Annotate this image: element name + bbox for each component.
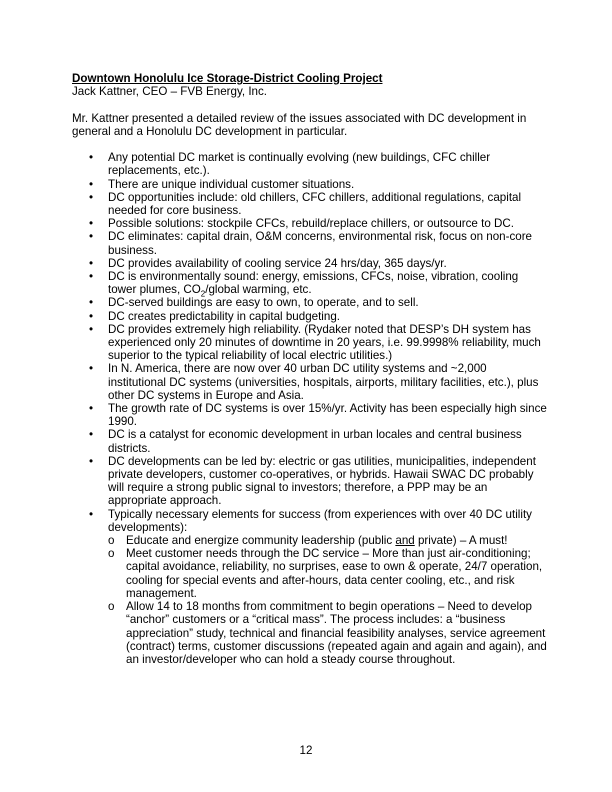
sub-bullet-marker: o bbox=[108, 534, 115, 548]
list-item bbox=[72, 270, 547, 299]
bullet-marker: • bbox=[89, 507, 94, 521]
bullet-marker: • bbox=[89, 256, 94, 270]
intro-paragraph: Mr. Kattner presented a detailed review of the issues associated with DC development in general and a Honolulu DC development in particular. bbox=[72, 111, 527, 138]
list-item bbox=[72, 296, 547, 309]
bullet-marker: • bbox=[89, 454, 94, 468]
bullet-marker: • bbox=[89, 296, 94, 310]
sub-list-item-text: Meet customer needs through the DC service – More than just air-conditioning; capital avoidance, reliability, no surprises, ease to own & operate, 24/7 operation, cooling for special events and after-hours, data center cooling, etc., and risk management. bbox=[126, 547, 543, 600]
list-item bbox=[72, 257, 547, 270]
list-item-text: DC eliminates: capital drain, O&M concerns, environmental risk, focus on non-core business. bbox=[108, 230, 532, 257]
bullet-marker: • bbox=[89, 322, 94, 336]
list-item-text: DC developments can be led by: electric or gas utilities, municipalities, independent private developers, customer co-operatives, or hybrids. Hawaii SWAC DC probably will require a strong public signal to investors; therefore, a PPP may be an appropriate approach. bbox=[108, 454, 536, 508]
bullet-marker: • bbox=[89, 402, 94, 416]
list-item bbox=[72, 508, 547, 666]
bullet-marker: • bbox=[89, 190, 94, 204]
sub-list-item bbox=[108, 547, 547, 600]
list-item-text: Typically necessary elements for success (from experiences with over 40 DC utility developments): bbox=[108, 507, 532, 534]
sub-list-item bbox=[108, 600, 547, 666]
bullet-marker: • bbox=[89, 177, 94, 191]
bullet-marker: • bbox=[89, 151, 94, 165]
list-item-text-part: DC is environmentally sound: energy, emissions, CFCs, noise, vibration, cooling tower plumes, CO bbox=[108, 270, 519, 297]
list-item-text: DC-served buildings are easy to own, to operate, and to sell. bbox=[108, 296, 419, 310]
list-item bbox=[72, 151, 547, 177]
list-item-text: DC provides extremely high reliability. (Rydaker noted that DESP’s DH system has experienced only 20 minutes of downtime in 20 years, i.e. 99.9998% reliability, much superior to the typical reliability of local electric utilities.) bbox=[108, 322, 541, 363]
bullet-marker: • bbox=[89, 428, 94, 442]
list-item bbox=[72, 217, 547, 230]
list-item-text: Possible solutions: stockpile CFCs, rebuild/replace chillers, or outsource to DC. bbox=[108, 217, 514, 231]
subscript: 2 bbox=[200, 289, 206, 299]
bullet-marker: • bbox=[89, 230, 94, 244]
list-item-text-part: /global warming, etc. bbox=[205, 283, 312, 297]
bullet-marker: • bbox=[89, 217, 94, 231]
page-number: 12 bbox=[299, 744, 313, 757]
list-item bbox=[72, 402, 547, 428]
list-item-text: There are unique individual customer situations. bbox=[108, 177, 355, 191]
bullet-list bbox=[72, 151, 547, 666]
list-item-text: Any potential DC market is continually evolving (new buildings, CFC chiller replacements, etc.). bbox=[108, 151, 491, 178]
list-item-text: DC creates predictability in capital budgeting. bbox=[108, 309, 340, 323]
list-item-text: DC is a catalyst for economic development in urban locales and central business districts. bbox=[108, 428, 522, 455]
sub-list-item-text-part: private) – A must! bbox=[414, 534, 508, 548]
list-item bbox=[72, 428, 547, 454]
sub-list-item-text-part: Educate and energize community leadership (public bbox=[126, 534, 396, 548]
sub-list-item-text: Allow 14 to 18 months from commitment to begin operations – Need to develop “anchor” customers or a “critical mass”. The process includes: a “business appreciation” study, technical and financial feasibility analyses, service agreement (contract) terms, customer discussions (repeated again and again and again), and an investor/developer who can hold a steady course throughout. bbox=[126, 600, 547, 666]
list-item bbox=[72, 455, 547, 508]
bullet-marker: • bbox=[89, 270, 94, 284]
bullet-marker: • bbox=[89, 309, 94, 323]
list-item bbox=[72, 362, 547, 402]
section-title: Downtown Honolulu Ice Storage-District Cooling Project bbox=[72, 72, 383, 85]
list-item bbox=[72, 178, 547, 191]
underlined-word: and bbox=[395, 534, 415, 548]
list-item-text: DC opportunities include: old chillers, CFC chillers, additional regulations, capital needed for core business. bbox=[108, 190, 522, 217]
list-item bbox=[72, 191, 547, 217]
list-item-text: In N. America, there are now over 40 urban DC utility systems and ~2,000 institutional DC systems (universities, hospitals, airports, military facilities, etc.), plus other DC systems in Europe and Asia. bbox=[108, 362, 539, 402]
list-item-text: The growth rate of DC systems is over 15%/yr. Activity has been especially high since 1990. bbox=[108, 402, 547, 429]
sub-bullet-list bbox=[108, 534, 547, 666]
sub-list-item bbox=[108, 534, 547, 547]
document-page bbox=[72, 72, 547, 666]
list-item bbox=[72, 323, 547, 363]
list-item bbox=[72, 230, 547, 256]
list-item bbox=[72, 310, 547, 323]
bullet-marker: • bbox=[89, 362, 94, 376]
sub-bullet-marker: o bbox=[108, 600, 115, 614]
presenter-line: Jack Kattner, CEO – FVB Energy, Inc. bbox=[72, 85, 268, 99]
sub-bullet-marker: o bbox=[108, 547, 115, 561]
list-item-text: DC provides availability of cooling service 24 hrs/day, 365 days/yr. bbox=[108, 256, 447, 270]
